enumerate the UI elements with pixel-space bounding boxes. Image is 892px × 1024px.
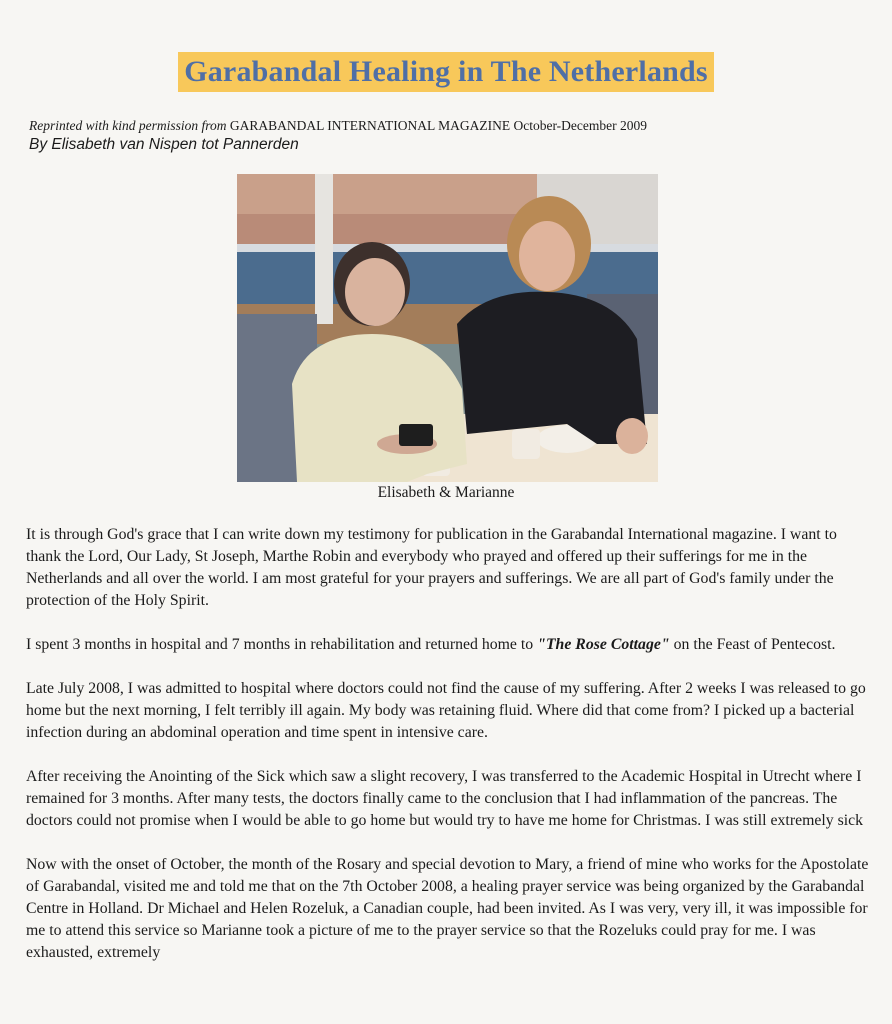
paragraph-5: Now with the onset of October, the month of the Rosary and special devotion to Mary, a friend of mine who works for the Apostolate of Garabandal, visited me and told me that on the 7th October 2008, a healing prayer service was being organized by the Garabandal Centre in Holland. Dr Michael and Helen Rozeluk, a Canadian couple, had been invited. As I was very, very ill, it was impossible for me to attend this service so Marianne took a picture of me to the prayer service so that the Rozeluks could pray for me. I was exhausted, extremely <box>26 856 869 961</box>
paragraph-2-text-b: on the Feast of Pentecost. <box>669 636 836 653</box>
reprint-prefix: Reprinted with kind permission from <box>29 118 227 133</box>
photo-illustration <box>237 174 658 482</box>
title-container <box>0 52 892 92</box>
reprint-source: GARABANDAL INTERNATIONAL MAGAZINE October-December 2009 <box>226 118 648 133</box>
paragraph-3: Late July 2008, I was admitted to hospital where doctors could not find the cause of my suffering. After 2 weeks I was released to go home but the next morning, I felt terribly ill again. My body was retaining fluid. Where did that come from? I picked up a bacterial infection during an abdominal operation and time spent in intensive care. <box>26 680 866 741</box>
article-photo <box>237 174 658 482</box>
paragraph-2-text-a: I spent 3 months in hospital and 7 months in rehabilitation and returned home to <box>26 636 538 653</box>
rose-cottage-emphasis: "The Rose Cottage" <box>537 636 670 653</box>
article-title: Garabandal Healing in The Netherlands <box>178 52 714 92</box>
paragraph-1: It is through God's grace that I can write down my testimony for publication in the Garabandal International magazine. I want to thank the Lord, Our Lady, St Joseph, Marthe Robin and everybody who prayed and offered up their sufferings for me in the Netherlands and all over the world. I am most grateful for your prayers and sufferings. We are all part of God's family under the protection of the Holy Spirit. <box>26 526 837 609</box>
article-body <box>26 524 871 986</box>
paragraph-4: After receiving the Anointing of the Sick which saw a slight recovery, I was transferred to the Academic Hospital in Utrecht where I remained for 3 months. After many tests, the doctors finally came to the conclusion that I had inflammation of the pancreas. The doctors could not promise when I would be able to go home but would try to have me home for Christmas. I was still extremely sick <box>26 768 864 829</box>
byline: By Elisabeth van Nispen tot Pannerden <box>29 136 299 153</box>
reprint-notice <box>29 118 647 134</box>
paragraph-2 <box>26 634 871 656</box>
photo-caption: Elisabeth & Marianne <box>377 484 515 501</box>
